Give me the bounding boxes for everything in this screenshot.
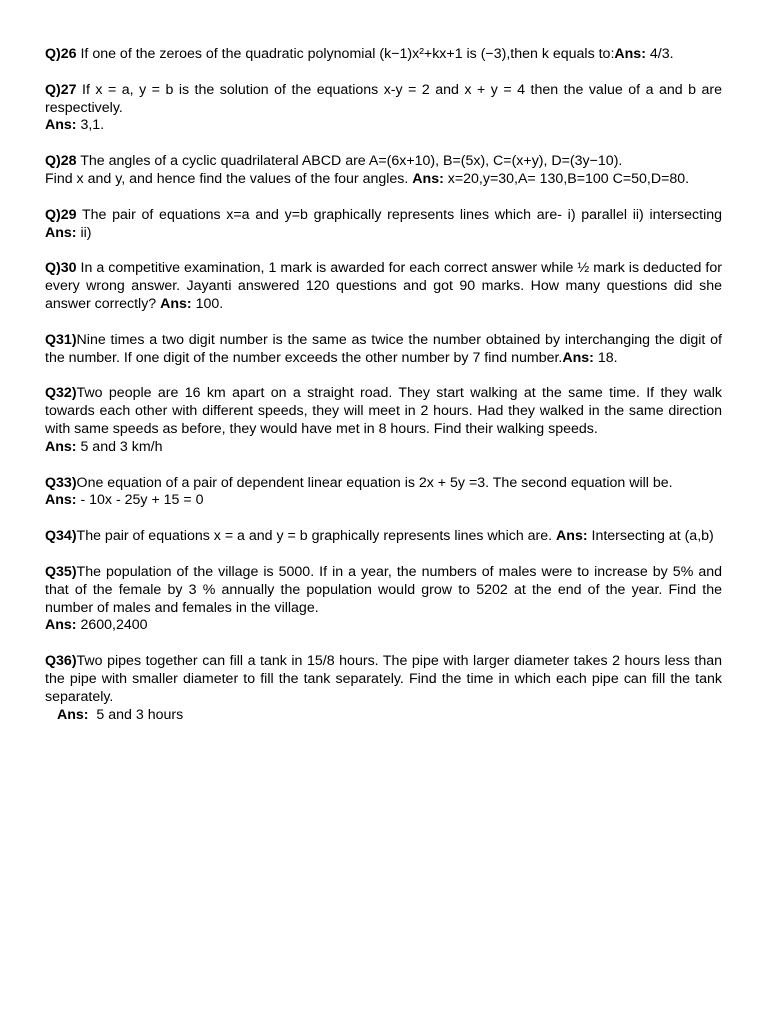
answer-line bbox=[45, 117, 722, 135]
question-text: The pair of equations x = a and y = b graphically represents lines which are. bbox=[76, 528, 557, 545]
question-text: Two people are 16 km apart on a straight road. They start walking at the same time. If they walk towards each other with different speeds, they will meet in 2 hours. Had they walked in the same direction with same speeds as before, they would have met in 8 hours. Find their walking speeds. bbox=[45, 385, 722, 437]
answer-text: 4/3. bbox=[645, 46, 674, 62]
question-text: Two pipes together can fill a tank in 15/8 hours. The pipe with larger diameter takes 2 hours less than the pipe with smaller diameter to fill the tank separately. Find the time in which each pipe can fill the tank separately. bbox=[45, 653, 722, 705]
question-text-2: Find x and y, and hence find the values of the four angles. bbox=[45, 170, 413, 187]
answer-text: - 10x - 25y + 15 = 0 bbox=[76, 492, 204, 509]
question-text: One equation of a pair of dependent linear equation is 2x + 5y =3. The second equation will be. bbox=[76, 474, 673, 491]
question-line bbox=[45, 385, 722, 438]
answer-text: Intersecting at (a,b) bbox=[587, 528, 714, 545]
question-text: Nine times a two digit number is the same as twice the number obtained by interchanging the digit of the number. If one digit of the number exceeds the other number by 7 find number. bbox=[45, 331, 722, 366]
answer-line bbox=[45, 439, 722, 457]
answer-label: Ans: bbox=[45, 224, 77, 241]
question-number: Q36) bbox=[45, 653, 77, 670]
question-36 bbox=[45, 653, 722, 724]
answer-text: ii) bbox=[76, 224, 92, 241]
question-text: The population of the village is 5000. If in a year, the numbers of males were to increase by 5% and that of the female by 3 % annually the population would grow to 5202 at the end of the year. Find the number of males and females in the village. bbox=[45, 563, 722, 616]
answer-label: Ans: bbox=[562, 349, 594, 366]
question-line bbox=[45, 475, 722, 493]
question-30 bbox=[45, 260, 722, 313]
answer-text: 5 and 3 km/h bbox=[76, 438, 163, 455]
answer-text: 100. bbox=[191, 295, 224, 312]
question-27 bbox=[45, 82, 722, 135]
question-29 bbox=[45, 207, 722, 243]
question-number: Q)26 bbox=[45, 46, 77, 62]
answer-text: 18. bbox=[593, 349, 618, 366]
question-33 bbox=[45, 475, 722, 511]
answer-text: 5 and 3 hours bbox=[88, 706, 184, 723]
question-line bbox=[45, 564, 722, 617]
question-text: If one of the zeroes of the quadratic polynomial (k−1)x²+kx+1 is (−3),then k equals to: bbox=[76, 46, 615, 62]
question-32 bbox=[45, 385, 722, 456]
question-number: Q)29 bbox=[45, 206, 77, 223]
answer-text: x=20,y=30,A= 130,B=100 C=50,D=80. bbox=[443, 170, 690, 187]
question-sheet bbox=[45, 46, 722, 742]
question-34 bbox=[45, 528, 722, 546]
question-line-2 bbox=[45, 171, 722, 189]
question-26 bbox=[45, 46, 722, 64]
answer-label: Ans: bbox=[57, 706, 89, 723]
question-35 bbox=[45, 564, 722, 635]
question-number: Q)30 bbox=[45, 260, 77, 277]
question-number: Q35) bbox=[45, 563, 77, 580]
question-31 bbox=[45, 332, 722, 368]
answer-line bbox=[45, 707, 722, 725]
question-line bbox=[45, 653, 722, 706]
answer-label: Ans: bbox=[45, 438, 77, 455]
question-text: If x = a, y = b is the solution of the equations x-y = 2 and x + y = 4 then the value of a and b are respectively. bbox=[45, 81, 722, 116]
question-number: Q34) bbox=[45, 528, 77, 545]
answer-text: 2600,2400 bbox=[76, 617, 148, 634]
answer-line bbox=[45, 492, 722, 510]
question-text: The pair of equations x=a and y=b graphically represents lines which are- i) parallel ii) intersecting bbox=[76, 206, 722, 223]
question-number: Q33) bbox=[45, 474, 77, 491]
question-text: In a competitive examination, 1 mark is awarded for each correct answer while ½ mark is deducted for every wrong answer. Jayanti answered 120 questions and got 90 marks. How many questions did she answer correctly? bbox=[45, 260, 722, 312]
answer-label: Ans: bbox=[614, 46, 646, 62]
question-text: The angles of a cyclic quadrilateral ABCD are A=(6x+10), B=(5x), C=(x+y), D=(3y−10). bbox=[76, 153, 623, 170]
answer-label: Ans: bbox=[45, 492, 77, 509]
answer-text: 3,1. bbox=[76, 117, 105, 134]
answer-label: Ans: bbox=[556, 528, 588, 545]
answer-line bbox=[45, 617, 722, 635]
answer-label: Ans: bbox=[45, 617, 77, 634]
question-number: Q31) bbox=[45, 331, 77, 348]
answer-label: Ans: bbox=[45, 117, 77, 134]
question-number: Q32) bbox=[45, 385, 77, 402]
question-line bbox=[45, 82, 722, 118]
question-28 bbox=[45, 153, 722, 189]
question-number: Q)27 bbox=[45, 81, 77, 98]
question-line bbox=[45, 153, 722, 171]
question-number: Q)28 bbox=[45, 153, 77, 170]
answer-label: Ans: bbox=[160, 295, 192, 312]
answer-label: Ans: bbox=[412, 170, 444, 187]
